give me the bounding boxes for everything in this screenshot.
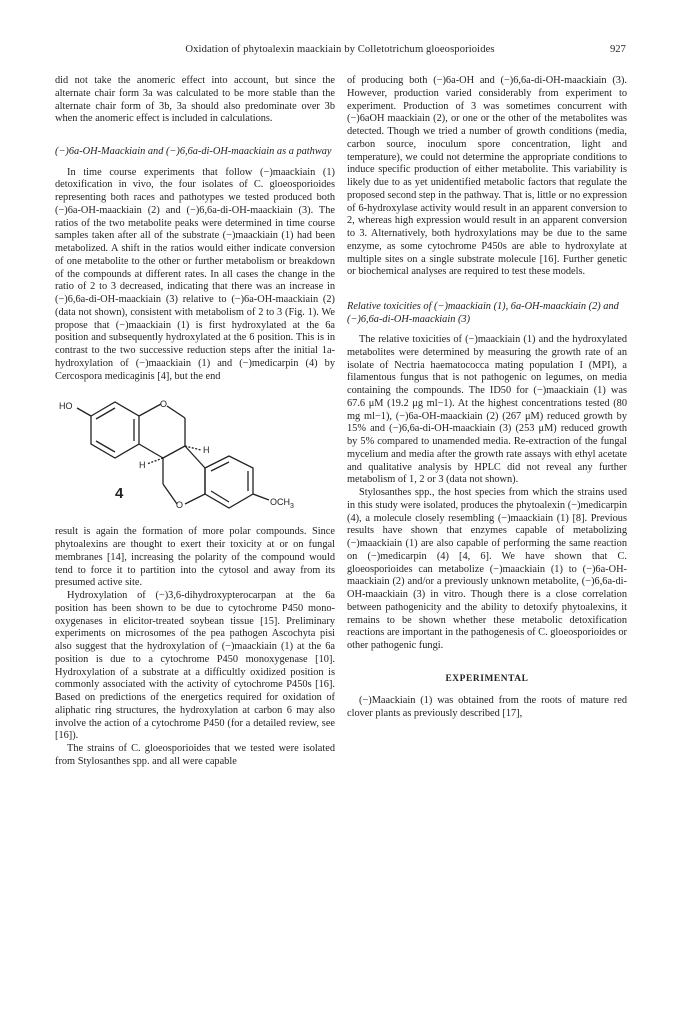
running-title: Oxidation of phytoalexin maackiain by Colletotrichum gloeosporioides [185, 44, 495, 55]
section-heading: Relative toxicities of (−)maackiain (1), 6a-OH-maackiain (2) and (−)6,6a-di-OH-maackiain (3) [347, 301, 619, 325]
compound-number: 4 [115, 485, 124, 503]
paragraph: did not take the anomeric effect into account, but since the alternate chair form 3a was calculated to be more stable than the alternate chair form of 3b, 3a should also predominate over 3b when the anomeric effect is included in calculations. [55, 75, 335, 125]
structure-label-o-top: O [160, 399, 168, 410]
paragraph: result is again the formation of more polar compounds. Since phytoalexins are thought to exert their toxicity at or on fungal membranes [14], increasing the polarity of the compound would tend to force it to partition into the cytosol and away from its presumed active site. [55, 526, 335, 589]
paragraph: In time course experiments that follow (−)maackiain (1) detoxification in vivo, the four isolates of C. gloeosporioides representing both races and pathotypes we tested produced both (−)6a-OH-maackiain (2) and (−)6,6a-di-OH-maackiain (3). The ratios of the two metabolite peaks were determined in time course samples taken after all of the substrate (−)maackiain (1) had been metabolized. A shift in the ratios would either indicate conversion of one metabolite to the other or further metabolism or breakdown of the compounds at different rates. In all cases the change in the ratio of 2 to 3 decreased, indicating that there was an increase in (−)6,6a-di-OH-maackiain (3) relative to (−)6a-OH-maackiain (2) (data not shown), consistent with metabolism of 2 to 3 (Fig. 1). We propose that (−)maackiain (1) is first hydroxylated at the 6a position and subsequently hydroxylated at the 6 position. This is in contrast to the two successive reduction steps after the initial 1a-hydroxylation of (−)maackiain (1) and (−)medicarpin (4) by Cercospora medicaginis [4], but the end [55, 166, 335, 382]
page-number: 927 [610, 44, 626, 55]
left-column [55, 75, 335, 769]
paragraph: (−)Maackiain (1) was obtained from the roots of mature red clover plants as previously described [17], [347, 695, 627, 719]
paragraph: Hydroxylation of (−)3,6-dihydroxypterocarpan at the 6a position has been shown to be due to cytochrome P450 mono-oxygenases in elicitor-treated soybean tissue [15]. Preliminary experiments on microsomes of the pea pathogen Ascochyta pisi also suggest that the hydroxylation of (−)maackiain (1) at the 6a position is due to a cytochrome P450 monoxygenase [10]. Hydroxylation of a substrate at a difficultly oxidized position is commonly associated with the activity of cytochrome P450s [16]. Based on predictions of the energetics required for oxidation of aliphatic ring structures, the hydroxylation at carbon 6 may also involve the action of a cytochrome P450 (for a detailed review, see [16]). [55, 590, 335, 742]
och3-text: OCH [270, 497, 290, 508]
structure-label-h-right: H [203, 445, 210, 456]
right-column [347, 75, 627, 721]
structure-label-och3 [270, 496, 294, 514]
paragraph: The strains of C. gloeosporioides that we tested were isolated from Stylosanthes spp. and all were capable [55, 743, 335, 767]
chemical-structure-medicarpin [55, 386, 335, 516]
paragraph: of producing both (−)6a-OH and (−)6,6a-di-OH-maackiain (3). However, production varied considerably from experiment to experiment. Production of 3 was sometimes concurrent with (−)6aOH maackiain (2), or one or the other of the metabolites was detected. Though we tried a number of growth conditions (media, carbon source, inoculum spore concentration, light and temperature), we could not determine the appropriate conditions to induce specific production of either metabolite. This variability is likely due to as yet unidentified metabolic factors that regulate the proposed second step in the pathway. That is, little or no expression of 6-hydroxylase activity would result in an apparent conversion to 2, whereas high expression would result in an apparent conversion to 3. Alternatively, both hydroxylations may be due to the same enzyme, as some cytochrome P450s are able to hydroxylate at multiple sites on a single substrate molecule [16]. Further genetic or biochemical analyses are required to test these models. [347, 75, 627, 278]
och3-subscript: 3 [290, 503, 294, 511]
paragraph: Stylosanthes spp., the host species from which the strains used in this study were isolated, produces the phytoalexin (−)medicarpin (4), a molecule closely resembling (−)maackiain (1) [8]. Previous results have shown that enzymes capable of metabolizing (−)maackiain (1) are also capable of performing the same reaction on (−)medicarpin (4) [4, 6]. We have shown that C. gloeosporioides can metabolize (−)maackiain (1) to (−)6a-OH-maackiain (2) and/or a previously unknown metabolite, (−)6,6a-di-OH-maackiain (3) in vitro. Though there is a close correlation between pathogenicity and the ability to detoxify phytoalexins, it remains to be shown whether these metabolic detoxification reactions are important in the pathogenesis of C. gloeosporioides or other pathogenic fungi. [347, 487, 627, 651]
structure-label-h-left: H [139, 460, 146, 471]
structure-label-ho: HO [59, 401, 73, 412]
structure-label-o-bottom: O [176, 500, 184, 511]
section-heading-experimental: EXPERIMENTAL [445, 673, 529, 684]
section-heading: (−)6a-OH-Maackiain and (−)6,6a-di-OH-maackiain as a pathway [55, 146, 332, 157]
paragraph: The relative toxicities of (−)maackiain (1) and the hydroxylated metabolites were determined by measuring the growth rate of an isolate of Nectria haematococca mating population I (MPI), a filamentous fungus that is not pathogenic on legumes, on media containing the compounds. The ID50 for (−)maackiain (1) was 67.6 μM (19.2 μg ml−1). At the highest concentrations tested (80 mg ml−1), (−)6a-OH-maackiain (2) (267 μM) reduced growth by 15% and (−)6,6a-di-OH-maackiain (3) (253 μM) reduced growth by 5% compared to unamended media. Re-extraction of the fungal mycelium and media after the growth rate assays with ethyl acetate and qualitative analysis by HPLC did not reveal any further metabolism of 1, 2 or 3 (data not shown). [347, 334, 627, 486]
